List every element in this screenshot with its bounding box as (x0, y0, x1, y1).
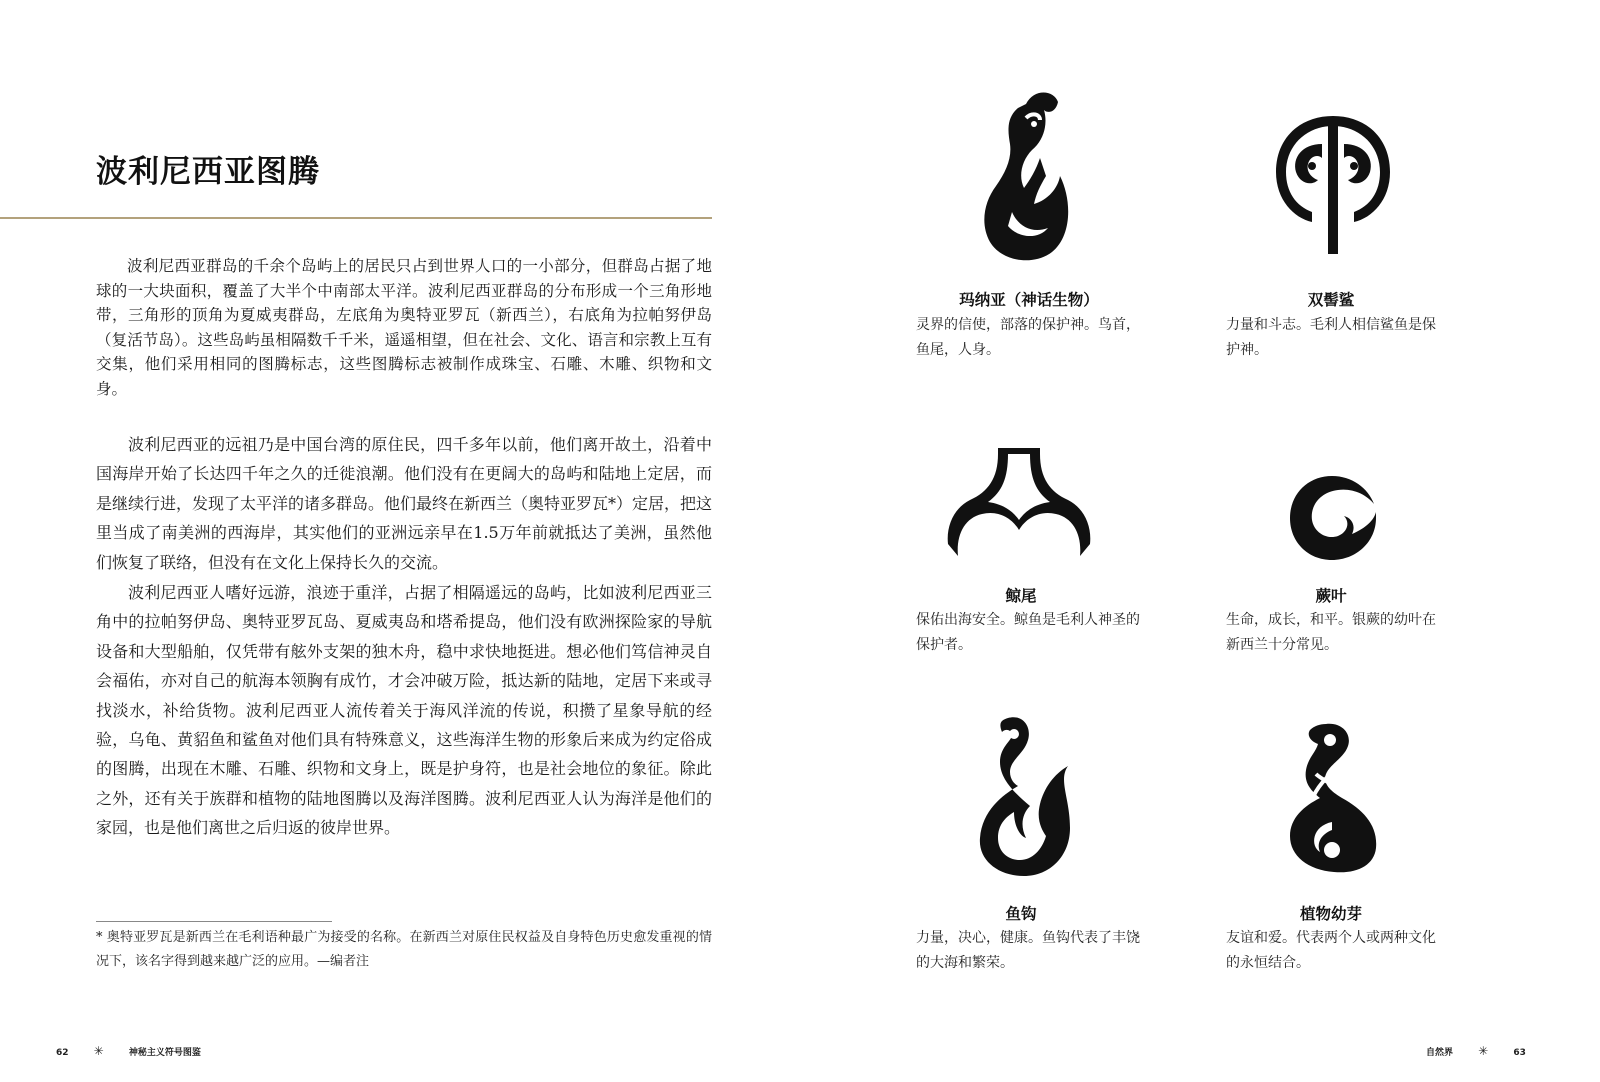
symbol-name-hammerhead: 双髻鲨 (1307, 291, 1355, 309)
page-number: 62 (56, 1048, 69, 1058)
twist-sprout-icon (1286, 722, 1380, 874)
page-number: 63 (1513, 1048, 1526, 1058)
footnote: * 奥特亚罗瓦是新西兰在毛利语种最广为接受的名称。在新西兰对原住民权益及自身特色历史愈发重视的情况下，该名字得到越来越广泛的应用。—编者注 (96, 930, 712, 969)
running-title: 神秘主义符号图鉴 (128, 1048, 201, 1058)
symbol-name-koru: 蕨叶 (1315, 587, 1347, 605)
star-icon: ✳ (93, 1044, 104, 1058)
paragraph-1: 波利尼西亚群岛的千余个岛屿上的居民只占到世界人口的一小部分，但群岛占据了地球的一大块面积，覆盖了大半个中南部太平洋。波利尼西亚群岛的分布形成一个三角形地带，三角形的顶角为夏威夷群岛，左底角为奥特亚罗瓦（新西兰），右底角为拉帕努伊岛（复活节岛）。这些岛屿虽相隔数千千米，遥遥相望，但在社会、文化、语言和宗教上互有交集，他们采用相同的图腾标志，这些图腾标志被制作成珠宝、石雕、木雕、织物和文身。 (96, 257, 712, 398)
footnote-divider (96, 921, 332, 922)
symbol-desc-hammerhead: 力量和斗志。毛利人相信鲨鱼是保护神。 (1226, 317, 1436, 358)
symbol-desc-sprout: 友谊和爱。代表两个人或两种文化的永恒结合。 (1226, 930, 1436, 971)
whale-tail-icon (946, 448, 1092, 564)
left-folio (56, 1044, 201, 1058)
paragraph-3: 波利尼西亚人嗜好远游，浪迹于重洋，占据了相隔遥远的岛屿，比如波利尼西亚三角中的拉帕努伊岛、奥特亚罗瓦岛、夏威夷岛和塔希提岛，他们没有欧洲探险家的导航设备和大型船舶，仅凭带有舷外支架的独木舟，稳中求快地挺进。想必他们笃信神灵自会福佑，亦对自己的航海本领胸有成竹，才会冲破万险，抵达新的陆地，定居下来或寻找淡水，补给货物。波利尼西亚人流传着关于海风洋流的传说，积攒了星象导航的经验，乌龟、黄貂鱼和鲨鱼对他们具有特殊意义，这些海洋生物的形象后来成为约定俗成的图腾，出现在木雕、石雕、织物和文身上，既是护身符，也是社会地位的象征。除此之外，还有关于族群和植物的陆地图腾以及海洋图腾。波利尼西亚人认为海洋是他们的家园，也是他们离世之后归返的彼岸世界。 (96, 583, 712, 838)
fish-hook-icon (970, 714, 1074, 878)
title-divider (0, 217, 712, 219)
symbol-name-whale-tail: 鲸尾 (1005, 587, 1037, 605)
right-folio (1426, 1044, 1526, 1058)
symbol-name-fish-hook: 鱼钩 (1005, 905, 1037, 923)
symbol-name-manaia: 玛纳亚（神话生物） (959, 291, 1099, 309)
page-title: 波利尼西亚图腾 (96, 154, 320, 190)
symbol-desc-whale-tail: 保佑出海安全。鲸鱼是毛利人神圣的保护者。 (916, 612, 1140, 653)
paragraph-2: 波利尼西亚的远祖乃是中国台湾的原住民，四千多年以前，他们离开故土，沿着中国海岸开始了长达四千年之久的迁徙浪潮。他们没有在更阔大的岛屿和陆地上定居，而是继续行进，发现了太平洋的诸多群岛。他们最终在新西兰（奥特亚罗瓦*）定居，把这里当成了南美洲的西海岸，其实他们的亚洲远亲早在1.5万年前就抵达了美洲，虽然他们恢复了联络，但没有在文化上保持长久的交流。 (96, 435, 713, 572)
symbol-name-sprout: 植物幼芽 (1299, 905, 1362, 923)
manaia-icon (978, 88, 1078, 266)
symbol-desc-fish-hook: 力量，决心，健康。鱼钩代表了丰饶的大海和繁荣。 (916, 930, 1140, 971)
running-title: 自然界 (1426, 1048, 1454, 1058)
right-page (800, 0, 1600, 1082)
symbol-desc-koru: 生命，成长，和平。银蕨的幼叶在新西兰十分常见。 (1226, 612, 1436, 653)
hammerhead-shark-icon (1272, 114, 1394, 256)
koru-fern-icon (1286, 472, 1380, 562)
star-icon: ✳ (1478, 1044, 1489, 1058)
symbol-desc-manaia: 灵界的信使，部落的保护神。鸟首，鱼尾，人身。 (916, 317, 1140, 358)
